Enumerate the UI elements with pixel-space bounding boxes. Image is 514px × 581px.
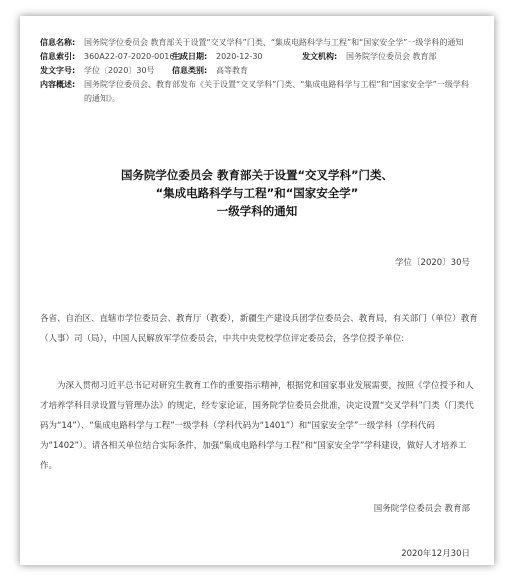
meta-label: 生成日期:: [172, 52, 208, 61]
meta-label: 信息名称:: [40, 38, 76, 47]
meta-value-docnum: 学位〔2020〕30号: [84, 66, 155, 75]
meta-label: 信息类别:: [172, 66, 208, 75]
meta-row-summary: [40, 78, 480, 106]
title-line-1: 国务院学位委员会 教育部关于设置“交叉学科”门类、: [120, 168, 394, 182]
meta-row-name: [40, 36, 480, 50]
document-title: [20, 166, 494, 220]
meta-value-date: 2020-12-30: [216, 52, 263, 61]
issue-date: 2020年12月30日: [401, 549, 470, 559]
addressee-paragraph: 各省、自治区、直辖市学位委员会、教育厅（教委），新疆生产建设兵团学位委员会、教育局，有关部门（单位）教育（人事）司（局），中国人民解放军学位委员会，中共中央党校学位评定委员会，各学位授予单位:: [40, 314, 478, 344]
meta-value-summary: 国务院学位委员会、教育部发布《关于设置“交叉学科”门类、“集成电路科学与工程”和“国家安全学”一级学科的通知》。: [84, 80, 469, 103]
document-number: 学位〔2020〕30号: [395, 258, 470, 268]
meta-row-docnum: [40, 64, 480, 78]
meta-row-index: [40, 50, 480, 64]
body-paragraph: 为深入贯彻习近平总书记对研究生教育工作的重要指示精神，根据党和国家事业发展需要，按照《学位授予和人才培养学科目录设置与管理办法》的规定，经专家论证，国务院学位委员会批准，决定设置“交叉学科”门类（门类代码为“14”）、“集成电路科学与工程”一级学科（学科代码为“1401”）和“国家安全学”一级学科（学科代码为“1402”）。请各相关单位结合实际条件，加强“集成电路科学与工程”和“国家安全学”学科建设，做好人才培养工作。: [40, 381, 474, 471]
meta-value-name: 国务院学位委员会 教育部关于设置“交叉学科”门类、“集成电路科学与工程”和“国家安全学”一级学科的通知: [84, 38, 464, 47]
metadata-table: [40, 36, 480, 106]
signer: 国务院学位委员会 教育部: [373, 504, 470, 514]
title-line-2: “集成电路科学与工程”和“国家安全学”: [155, 186, 359, 200]
meta-label: 内容概述:: [40, 80, 76, 89]
meta-value-org: 国务院学位委员会 教育部: [346, 52, 437, 61]
meta-value-category: 高等教育: [216, 66, 248, 75]
meta-label: 信息索引:: [40, 52, 76, 61]
meta-label: 发文机构:: [302, 52, 338, 61]
meta-value-index: 360A22-07-2020-0016-1: [84, 52, 183, 61]
title-line-3: 一级学科的通知: [216, 204, 298, 218]
document-page: [20, 16, 494, 565]
meta-label: 发文字号:: [40, 66, 76, 75]
